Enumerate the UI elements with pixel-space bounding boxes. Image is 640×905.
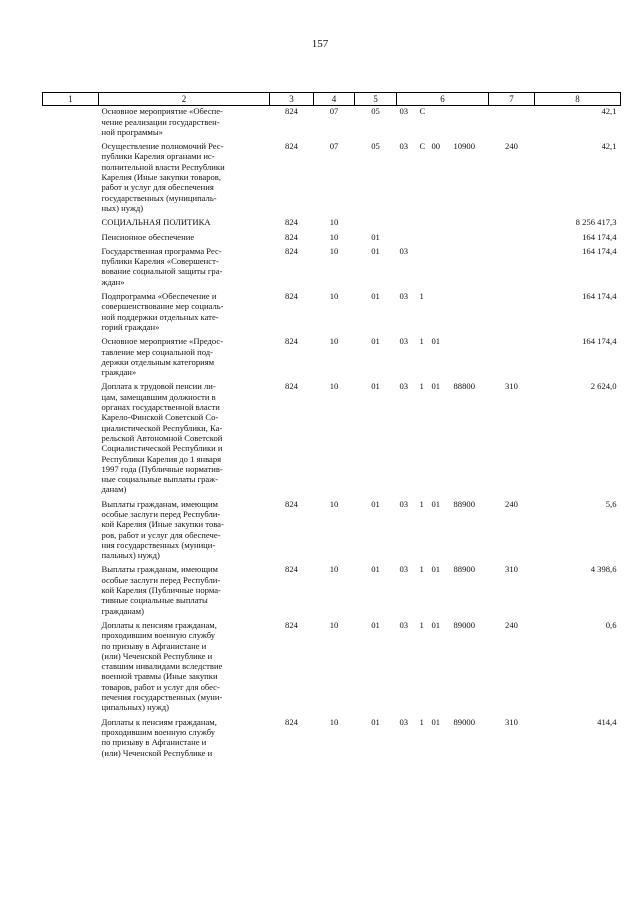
table-row [43,141,621,217]
row-name-cell: Доплата к трудовой пенсии ли- цам, замещавшим должности в органах государственной власти Карело-Финской Советской Со- циалистической Республики, Ка- рельской Автономной Советской Социалистической Республики и Республики Карелия до 1 января 1997 года (Публичные норматив- ные социальные выплаты граж- данам) [101,381,223,495]
row-expense-type: 240 [505,141,518,152]
row-expense-type: 240 [505,498,518,509]
header-col-8: 8 [535,93,621,106]
row-name-cell: Осуществление полномочий Рес- публики Карелия органами ис- полнительной власти Республики Карелия (Иные закупки товаров, работ и услуг для обеспечения государственных (муниципаль- ных) нужд) [101,141,225,213]
row-subsection-code: 05 [371,141,380,152]
row-activity-code: 01 [431,716,441,727]
row-section-code: 07 [329,141,339,152]
row-direction-code: 88900 [453,564,475,575]
row-expense-type: 310 [505,716,518,727]
row-section-code: 10 [329,619,339,630]
row-admin-code: 824 [285,498,298,509]
row-subsection-code: 01 [371,381,380,392]
row-section-code: 10 [329,336,339,347]
row-program-code: 03 [399,619,409,630]
row-name-cell: Пенсионное обеспечение [101,231,195,242]
row-amount: 4 398,6 [590,564,617,575]
row-name-cell: Выплаты гражданам, имеющим особые заслуги перед Республи- кой Карелия (Публичные норма- тивные социальные выплаты гражданам) [101,564,221,616]
row-empty-cell [43,106,99,141]
row-activity-code [429,106,451,141]
row-program-code [397,232,417,246]
row-direction-code [451,246,489,291]
row-amount: 2 624,0 [590,381,617,392]
row-subprogram-code: 1 [419,564,424,575]
row-program-code: 03 [399,245,409,256]
row-subsection-code: 01 [371,245,380,256]
row-name-cell: Доплаты к пенсиям гражданам, проходившим военную службу по призыву в Афганистане и (или) Чеченской Республике и ставшим инвалидами вследствие военной травмы (Иные закупки товаров, работ и услуг для обес- печения государственных (муни- ципальных) нужд) [101,619,223,713]
row-section-code: 10 [329,231,339,242]
row-admin-code: 824 [285,716,298,727]
row-admin-code: 824 [285,564,298,575]
row-activity-code: 01 [431,619,441,630]
table-row [43,106,621,141]
page-number: 157 [311,38,329,50]
row-amount: 42,1 [601,106,617,117]
row-subsection-code: 01 [371,231,380,242]
row-subsection-code: 05 [371,106,380,117]
row-subsection-code: 01 [371,498,380,509]
header-col-2: 2 [99,93,270,106]
row-activity-code: 01 [431,564,441,575]
row-subprogram-code: 1 [419,381,424,392]
row-subprogram-code: 1 [419,619,424,630]
row-expense-type: 240 [505,619,518,630]
row-activity-code [429,291,451,336]
row-empty-cell [43,141,99,217]
row-activity-code: 01 [431,381,441,392]
row-expense-type [489,106,535,141]
row-admin-code: 824 [285,231,298,242]
row-subsection-code: 01 [371,336,380,347]
row-admin-code: 824 [285,619,298,630]
row-expense-type: 310 [505,564,518,575]
header-col-7: 7 [489,93,535,106]
row-name-cell: Государственная программа Рес- публики Карелия «Совершенст- вование социальной защиты гра- ждан» [101,245,223,287]
row-subsection-code: 01 [371,564,380,575]
row-activity-code: 00 [431,141,441,152]
row-admin-code: 824 [285,217,298,228]
row-name-cell: Основное мероприятие «Обеспе- чение реализации государствен- ной программы» [101,106,223,137]
row-amount: 414,4 [597,716,617,727]
row-subprogram-code: 1 [419,336,424,347]
row-admin-code: 824 [285,141,298,152]
row-admin-code: 824 [285,245,298,256]
row-empty-cell [43,246,99,291]
table-row [43,564,621,619]
row-expense-type [489,246,535,291]
row-direction-code [451,232,489,246]
row-admin-code: 824 [285,381,298,392]
row-section-code: 10 [329,217,339,228]
row-expense-type [489,291,535,336]
row-subprogram-code: С [419,141,426,152]
row-program-code: 03 [399,716,409,727]
row-direction-code [451,106,489,141]
header-col-3: 3 [270,93,314,106]
table-row [43,246,621,291]
row-subsection-code: 01 [371,716,380,727]
row-empty-cell [43,620,99,717]
table-row [43,717,621,762]
row-name-cell: СОЦИАЛЬНАЯ ПОЛИТИКА [101,217,211,228]
row-direction-code [451,291,489,336]
row-amount: 164 174,4 [582,245,617,256]
row-subprogram-code: 1 [419,291,424,302]
row-empty-cell [43,564,99,619]
row-program-code: 03 [399,106,409,117]
row-section-code: 10 [329,498,339,509]
row-activity-code [429,232,451,246]
row-amount: 0,6 [605,619,617,630]
row-empty-cell [43,717,99,762]
row-empty-cell [43,217,99,231]
budget-table [42,92,621,762]
row-amount: 5,6 [605,498,617,509]
row-amount: 8 256 417,3 [575,217,617,228]
row-direction-code: 89000 [453,619,475,630]
row-subsection-code [355,217,397,231]
row-subsection-code: 01 [371,619,380,630]
row-direction-code: 10900 [453,141,475,152]
row-name-cell: Основное мероприятие «Предос- тавление мер социальной под- держки отдельным категориям граждан» [101,336,224,378]
row-activity-code [429,217,451,231]
row-program-code: 03 [399,336,409,347]
row-program-code: 03 [399,498,409,509]
row-expense-type [489,217,535,231]
table-row [43,232,621,246]
row-program-code: 03 [399,564,409,575]
row-subprogram-code [417,232,429,246]
table-row [43,217,621,231]
row-expense-type: 310 [505,381,518,392]
row-amount: 164 174,4 [582,291,617,302]
row-expense-type [489,232,535,246]
row-name-cell: Подпрограмма «Обеспечение и совершенствование мер социаль- ной поддержки отдельных кате- горий граждан» [101,291,224,332]
row-section-code: 10 [329,716,339,727]
row-amount: 164 174,4 [582,231,617,242]
row-subprogram-code: 1 [419,716,424,727]
row-section-code: 10 [329,245,339,256]
header-col-5: 5 [355,93,397,106]
table-row [43,620,621,717]
row-direction-code [451,336,489,381]
table-row [43,291,621,336]
row-subprogram-code: 1 [419,498,424,509]
row-direction-code: 89000 [453,716,475,727]
row-expense-type [489,336,535,381]
header-col-1: 1 [43,93,99,106]
row-empty-cell [43,499,99,565]
row-activity-code: 01 [431,498,441,509]
row-amount: 42,1 [601,141,617,152]
row-name-cell: Доплаты к пенсиям гражданам, проходившим военную службу по призыву в Афганистане и (или) Чеченской Республике и [101,716,217,758]
row-direction-code: 88800 [453,381,475,392]
row-amount: 164 174,4 [582,336,617,347]
header-col-6: 6 [397,93,489,106]
row-subsection-code: 01 [371,291,380,302]
row-activity-code: 01 [431,336,441,347]
row-name-cell: Выплаты гражданам, имеющим особые заслуги перед Республи- кой Карелия (Иные закупки това- ров, работ и услуг для обеспече- ния государственных (муници- пальных) нужд) [101,498,224,561]
row-admin-code: 824 [285,106,298,117]
row-empty-cell [43,336,99,381]
row-program-code [397,217,417,231]
row-program-code: 03 [399,381,409,392]
row-empty-cell [43,381,99,498]
table-row [43,499,621,565]
row-section-code: 10 [329,564,339,575]
table-row [43,336,621,381]
row-subprogram-code [417,217,429,231]
header-row [43,93,621,106]
row-section-code: 10 [329,381,339,392]
row-empty-cell [43,232,99,246]
row-subprogram-code [417,246,429,291]
row-activity-code [429,246,451,291]
row-admin-code: 824 [285,336,298,347]
row-direction-code [451,217,489,231]
table-body [43,106,621,762]
row-section-code: 10 [329,291,339,302]
row-empty-cell [43,291,99,336]
row-program-code: 03 [399,291,409,302]
row-subprogram-code: С [419,106,426,117]
row-section-code: 07 [329,106,339,117]
row-admin-code: 824 [285,291,298,302]
row-program-code: 03 [399,141,409,152]
header-col-4: 4 [314,93,355,106]
table-row [43,381,621,498]
row-direction-code: 88900 [453,498,475,509]
